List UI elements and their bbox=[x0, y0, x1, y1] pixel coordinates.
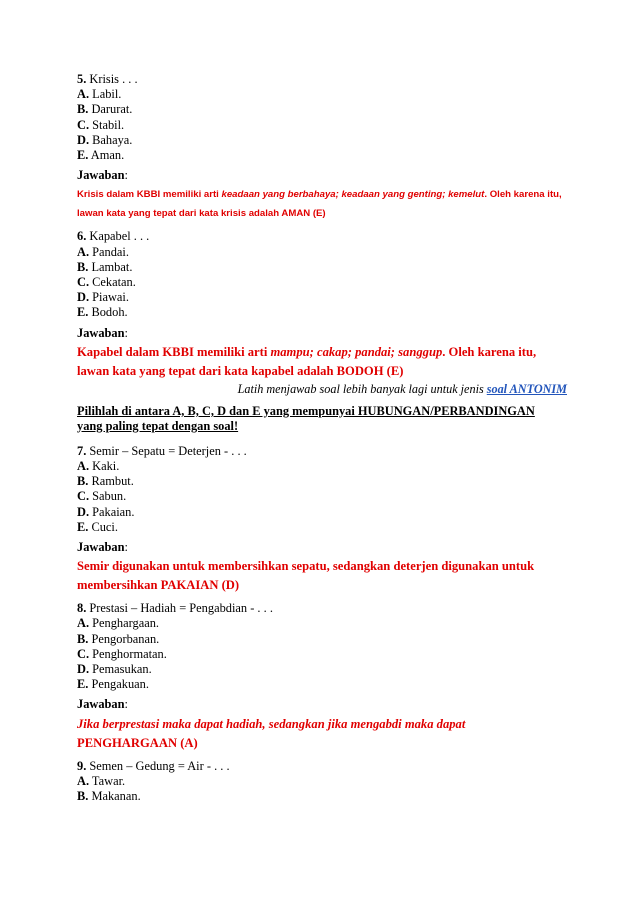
question-stem: 6. Kapabel . . . bbox=[77, 229, 150, 244]
option-e: E. Aman. bbox=[77, 148, 125, 163]
jawaban-label: Jawaban: bbox=[77, 540, 128, 555]
answer-explanation: Krisis dalam KBBI memiliki arti keadaan yang berbahaya; keadaan yang genting; kemelut. Oleh karena itu, lawan kata yang tepat dari kata krisis adalah AMAN (E) bbox=[77, 189, 562, 220]
option-b: B. Darurat. bbox=[77, 102, 133, 117]
antonim-link[interactable]: soal ANTONIM bbox=[486, 381, 567, 396]
option-b: B. Rambut. bbox=[77, 474, 134, 489]
question-stem: 9. Semen – Gedung = Air - . . . bbox=[77, 758, 230, 773]
document-page bbox=[77, 72, 567, 804]
option-c: C. Sabun. bbox=[77, 489, 127, 504]
question-8 bbox=[77, 601, 567, 752]
option-a: A. Labil. bbox=[77, 87, 122, 102]
option-d: D. Bahaya. bbox=[77, 132, 133, 147]
question-stem: 5. Krisis . . . bbox=[77, 72, 138, 86]
option-d: D. Pakaian. bbox=[77, 504, 135, 519]
option-b: B. Lambat. bbox=[77, 259, 133, 274]
option-b: B. Makanan. bbox=[77, 789, 141, 804]
option-a: A. Tawar. bbox=[77, 773, 126, 788]
question-9 bbox=[77, 759, 567, 805]
question-stem: 7. Semir – Sepatu = Deterjen - . . . bbox=[77, 443, 247, 458]
answer-explanation: Jika berprestasi maka dapat hadiah, sedangkan jika mengabdi maka dapat PENGHARGAAN (A) bbox=[77, 716, 466, 750]
option-a: A. Kaki. bbox=[77, 459, 120, 474]
jawaban-label: Jawaban: bbox=[77, 168, 128, 183]
option-a: A. Pandai. bbox=[77, 244, 129, 259]
question-7 bbox=[77, 444, 567, 595]
jawaban-label: Jawaban: bbox=[77, 325, 128, 340]
option-c: C. Cekatan. bbox=[77, 275, 136, 290]
option-a: A. Penghargaan. bbox=[77, 616, 160, 631]
option-e: E. Cuci. bbox=[77, 519, 118, 534]
option-d: D. Piawai. bbox=[77, 290, 129, 305]
answer-explanation: Semir digunakan untuk membersihkan sepatu, sedangkan deterjen digunakan untuk membersihkan PAKAIAN (D) bbox=[77, 559, 535, 593]
option-c: C. Penghormatan. bbox=[77, 646, 167, 661]
practice-note: Latih menjawab soal lebih banyak lagi untuk jenis soal ANTONIM bbox=[237, 381, 567, 396]
section-instruction: Pilihlah di antara A, B, C, D dan E yang mempunyai HUBUNGAN/PERBANDINGAN yang paling tepat dengan soal! bbox=[77, 403, 535, 433]
question-6 bbox=[77, 229, 567, 380]
answer-explanation: Kapabel dalam KBBI memiliki arti mampu; cakap; pandai; sanggup. Oleh karena itu, lawan kata yang tepat dari kata kapabel adalah BODOH (E) bbox=[77, 344, 537, 378]
option-e: E. Bodoh. bbox=[77, 305, 128, 320]
question-stem: 8. Prestasi – Hadiah = Pengabdian - . . . bbox=[77, 601, 273, 616]
option-d: D. Pemasukan. bbox=[77, 662, 152, 677]
jawaban-label: Jawaban: bbox=[77, 697, 128, 712]
question-5 bbox=[77, 72, 567, 223]
option-c: C. Stabil. bbox=[77, 117, 125, 132]
option-e: E. Pengakuan. bbox=[77, 677, 149, 692]
option-b: B. Pengorbanan. bbox=[77, 631, 160, 646]
